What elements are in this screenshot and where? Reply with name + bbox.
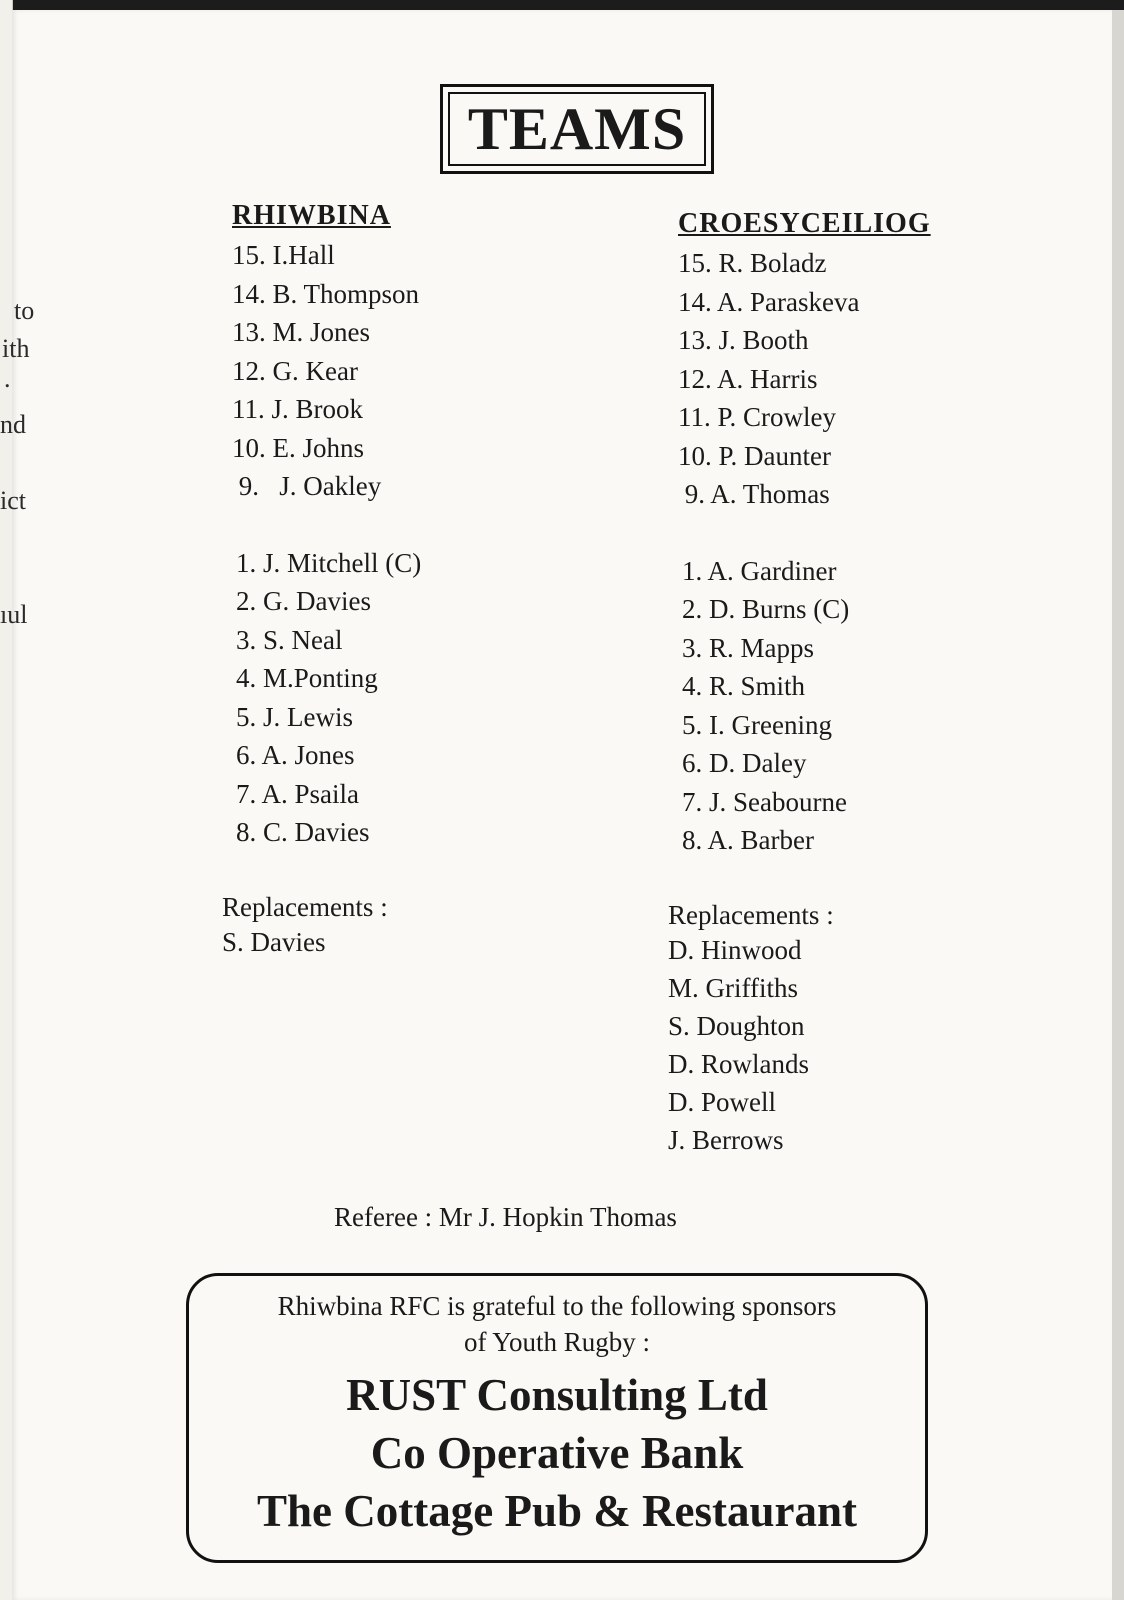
replacement-row: D. Rowlands [668, 1048, 809, 1079]
player-row: 2. D. Burns (C) [682, 594, 850, 624]
referee-line: Referee : Mr J. Hopkin Thomas [334, 1202, 677, 1232]
player-row: 12. A. Harris [678, 363, 818, 394]
player-row: 8. C. Davies [236, 817, 370, 847]
player-row: 14. A. Paraskeva [678, 286, 860, 317]
player-row: 6. A. Jones [236, 740, 355, 770]
title-frame [440, 84, 714, 174]
home-backs-list [232, 236, 421, 506]
player-row: 10. P. Daunter [678, 440, 831, 471]
player-row: 4. M.Ponting [236, 663, 378, 693]
player-row: 13. J. Booth [678, 325, 809, 355]
player-row: 13. M. Jones [232, 317, 371, 347]
underpage-fragment: ith [2, 334, 30, 363]
player-row: 3. S. Neal [236, 624, 343, 655]
player-row: 10. E. Johns [232, 432, 365, 463]
player-row: 5. J. Lewis [236, 701, 353, 732]
player-row: 3. R. Mapps [682, 632, 815, 663]
player-row: 2. G. Davies [236, 586, 371, 616]
replacement-row: M. Griffiths [668, 972, 799, 1003]
away-forwards-list [678, 552, 931, 860]
player-row: 5. I. Greening [682, 709, 832, 740]
sponsor-name: Co Operative Bank [370, 1428, 744, 1478]
player-row: 11. J. Brook [232, 394, 364, 424]
player-row: 15. I.Hall [232, 240, 335, 270]
sponsor-name: The Cottage Pub & Restaurant [257, 1486, 857, 1536]
top-edge-shadow [0, 0, 1124, 10]
away-team-column [668, 208, 931, 1159]
home-team-column [222, 200, 422, 961]
sponsor-name: RUST Consulting Ltd [346, 1370, 768, 1420]
sponsors-box [186, 1273, 928, 1563]
home-team-name: RHIWBINA [232, 200, 391, 231]
replacement-row: S. Davies [222, 926, 326, 957]
home-replacements-label: Replacements : [222, 891, 388, 922]
away-replacements-label: Replacements : [668, 899, 834, 930]
player-row: 9. J. Oakley [232, 471, 382, 501]
player-row: 11. P. Crowley [678, 402, 837, 432]
sponsors-intro-line-2: of Youth Rugby : [463, 1327, 651, 1357]
away-backs-list [678, 244, 931, 514]
underpage-fragment: nd [0, 410, 26, 439]
replacement-row: S. Doughton [668, 1010, 805, 1041]
player-row: 8. A. Barber [682, 825, 814, 855]
player-row: 4. R. Smith [682, 671, 806, 701]
underpage-fragment: to [14, 296, 35, 325]
player-row: 7. A. Psaila [236, 778, 360, 809]
player-row: 1. J. Mitchell (C) [236, 547, 422, 578]
away-team-name: CROESYCEILIOG [678, 208, 931, 239]
player-row: 6. D. Daley [682, 748, 807, 778]
page-title: TEAMS [448, 92, 706, 166]
replacement-row: D. Powell [668, 1086, 776, 1117]
player-row: 12. G. Kear [232, 355, 358, 386]
player-row: 15. R. Boladz [678, 248, 827, 278]
underpage-fragment: . [4, 364, 11, 393]
programme-page [12, 10, 1112, 1600]
underpage-fragment: ıul [0, 600, 28, 629]
underpage-fragment: ict [0, 486, 26, 515]
replacement-row: J. Berrows [668, 1124, 784, 1155]
player-row: 9. A. Thomas [678, 479, 830, 509]
sponsors-intro-line-1: Rhiwbina RFC is grateful to the following sponsors [277, 1291, 837, 1321]
replacement-row: D. Hinwood [668, 934, 802, 965]
player-row: 1. A. Gardiner [682, 555, 837, 586]
player-row: 7. J. Seabourne [682, 786, 847, 817]
player-row: 14. B. Thompson [232, 278, 420, 309]
home-forwards-list [232, 544, 421, 852]
